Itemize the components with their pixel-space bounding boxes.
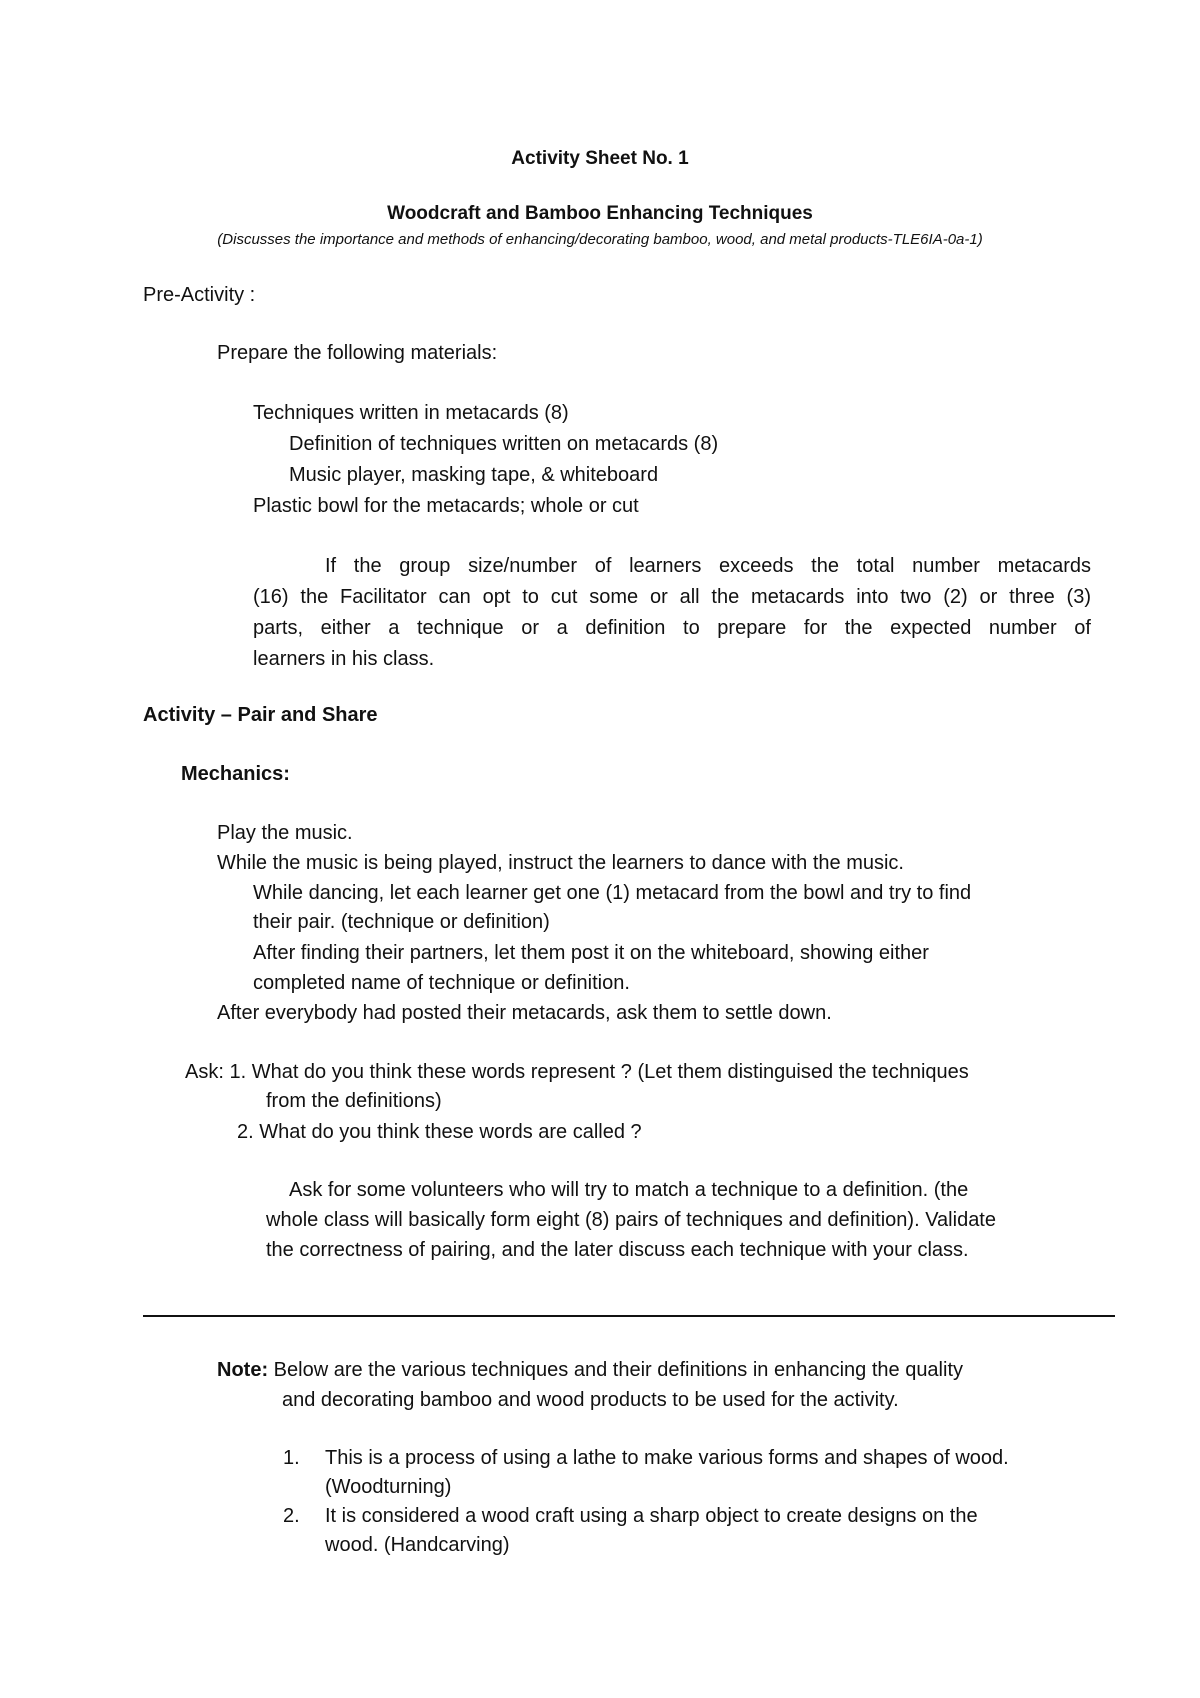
material-item: Plastic bowl for the metacards; whole or cut: [253, 495, 639, 517]
ask-question-1-cont: from the definitions): [266, 1090, 442, 1112]
volunteer-line: whole class will basically form eight (8) pairs of techniques and definition). Validate: [266, 1209, 996, 1231]
note-text: Below are the various techniques and their definitions in enhancing the quality: [268, 1359, 964, 1381]
materials-intro: Prepare the following materials:: [217, 342, 498, 364]
purpose-note: (Discusses the importance and methods of enhancing/decorating bamboo, wood, and metal products-TLE6IA-0a-1): [217, 231, 983, 248]
page-title: Activity Sheet No. 1: [511, 148, 689, 169]
note-line-2: and decorating bamboo and wood products to be used for the activity.: [282, 1389, 899, 1411]
mechanics-step: While dancing, let each learner get one (1) metacard from the bowl and try to find: [253, 882, 972, 904]
facilitator-note-line: parts, either a technique or a definition to prepare for the expected number of: [253, 617, 1091, 639]
mechanics-step: their pair. (technique or definition): [253, 911, 550, 933]
technique-definition: It is considered a wood craft using a sharp object to create designs on the: [325, 1505, 978, 1527]
pre-activity-heading: Pre-Activity :: [143, 284, 256, 306]
ask-question-2: 2. What do you think these words are called ?: [237, 1121, 642, 1143]
note-line: [217, 1358, 963, 1382]
technique-number: 2.: [283, 1505, 300, 1527]
technique-number: 1.: [283, 1447, 300, 1469]
facilitator-note-line: (16) the Facilitator can opt to cut some or all the metacards into two (2) or three (3): [253, 586, 1091, 608]
material-item: Techniques written in metacards (8): [253, 402, 569, 424]
volunteer-line: Ask for some volunteers who will try to match a technique to a definition. (the: [289, 1179, 969, 1201]
mechanics-heading: Mechanics:: [181, 763, 290, 785]
mechanics-step: After everybody had posted their metacards, ask them to settle down.: [217, 1002, 832, 1024]
facilitator-note-line: If the group size/number of learners exceeds the total number metacards: [325, 555, 1091, 577]
mechanics-step: Play the music.: [217, 822, 353, 844]
technique-definition: This is a process of using a lathe to make various forms and shapes of wood.: [325, 1447, 1009, 1469]
section-divider: [143, 1315, 1115, 1317]
mechanics-step: While the music is being played, instruct the learners to dance with the music.: [217, 852, 904, 874]
ask-question-1: Ask: 1. What do you think these words represent ? (Let them distinguised the techniques: [185, 1061, 969, 1083]
mechanics-step: After finding their partners, let them post it on the whiteboard, showing either: [253, 942, 929, 964]
technique-answer: (Woodturning): [325, 1476, 452, 1498]
page-subtitle: Woodcraft and Bamboo Enhancing Techniques: [387, 203, 813, 224]
mechanics-step: completed name of technique or definition.: [253, 972, 630, 994]
material-item: Definition of techniques written on metacards (8): [289, 433, 719, 455]
volunteer-line: the correctness of pairing, and the later discuss each technique with your class.: [266, 1239, 969, 1261]
activity-heading: Activity – Pair and Share: [143, 704, 378, 726]
note-label: Note:: [217, 1359, 269, 1381]
technique-answer: wood. (Handcarving): [325, 1534, 510, 1556]
material-item: Music player, masking tape, & whiteboard: [289, 464, 659, 486]
facilitator-note-line: learners in his class.: [253, 648, 435, 670]
